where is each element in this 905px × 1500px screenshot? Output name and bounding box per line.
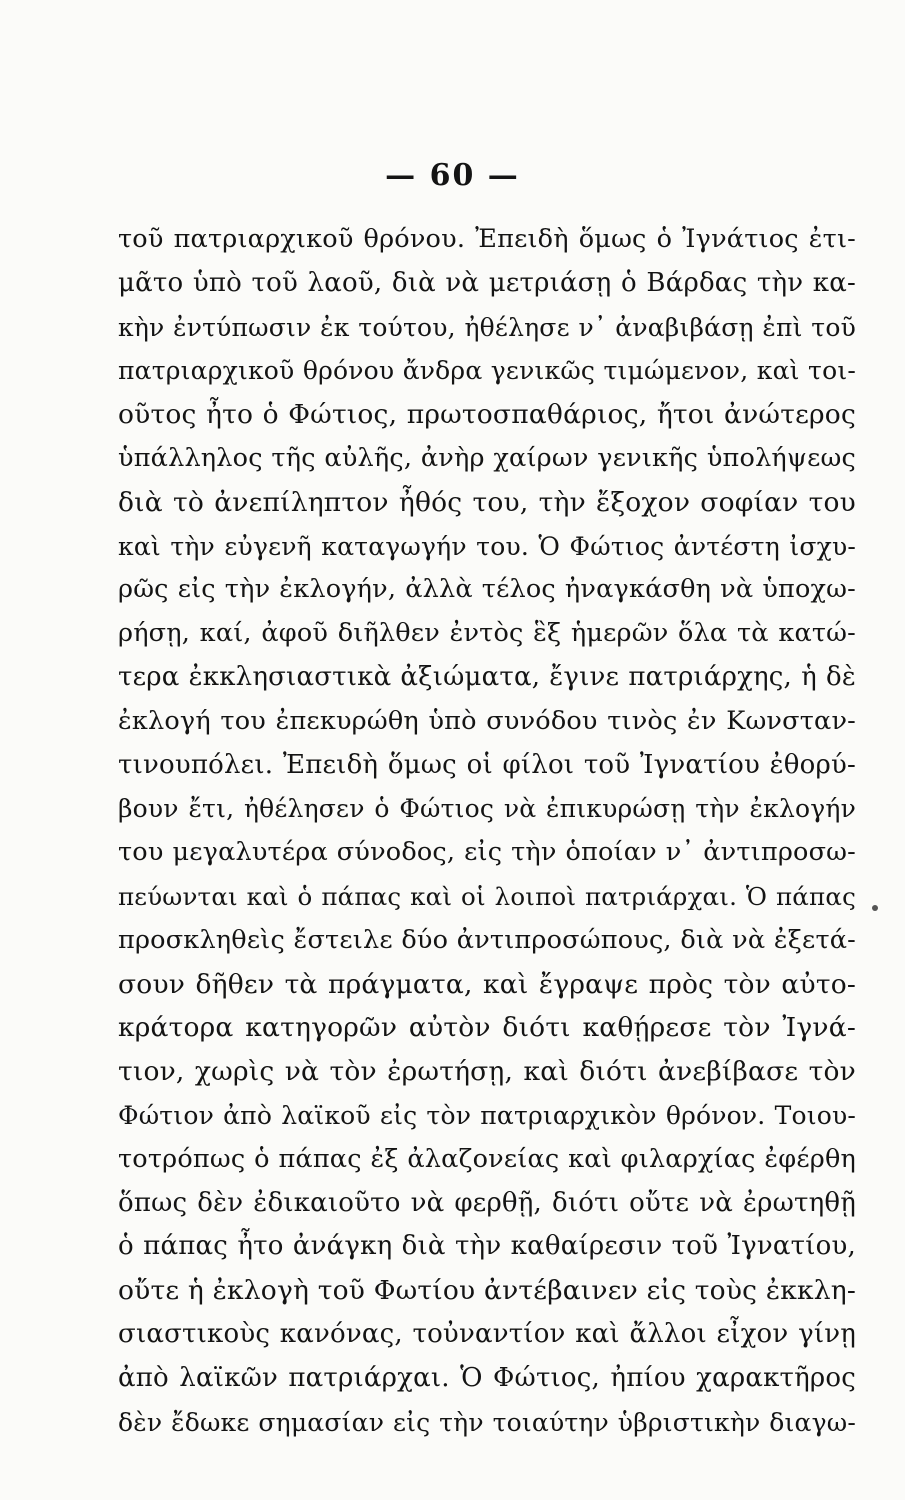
- text-line: βουν ἔτι, ἠθέλησεν ὁ Φώτιος νὰ ἐπικυρώσῃ τὴν ἐκλογήν: [118, 794, 856, 824]
- text-line: σιαστικοὺς κανόνας, τοὐναντίον καὶ ἄλλοι εἶχον γίνῃ: [118, 1318, 856, 1349]
- text-line: δὲν ἔδωκε σημασίαν εἰς τὴν τοιαύτην ὑβριστικὴν διαγω-: [118, 1407, 856, 1437]
- text-line: Φώτιον ἀπὸ λαϊκοῦ εἰς τὸν πατριαρχικὸν θρόνον. Τοιου-: [118, 1100, 856, 1130]
- text-line: ὅπως δὲν ἐδικαιοῦτο νὰ φερθῇ, διότι οὔτε νὰ ἐρωτηθῇ: [118, 1187, 856, 1218]
- text-line: πατριαρχικοῦ θρόνου ἄνδρα γενικῶς τιμώμενον, καὶ τοι-: [118, 356, 856, 386]
- text-line: ρῶς εἰς τὴν ἐκλογήν, ἀλλὰ τέλος ἠναγκάσθη νὰ ὑποχω-: [118, 574, 856, 605]
- text-line: οῦτος ἦτο ὁ Φώτιος, πρωτοσπαθάριος, ἤτοι ἀνώτερος: [118, 399, 856, 431]
- text-line: προσκληθεὶς ἔστειλε δύο ἀντιπροσώπους, διὰ νὰ ἐξετά-: [118, 924, 856, 955]
- text-line: σουν δῆθεν τὰ πράγματα, καὶ ἔγραψε πρὸς τὸν αὐτο-: [118, 968, 856, 1000]
- page-number: — 60 —: [385, 158, 520, 193]
- text-line: τοῦ πατριαρχικοῦ θρόνου. Ἐπειδὴ ὅμως ὁ Ἰγνάτιος ἐτι-: [118, 224, 856, 254]
- text-line: ἐκλογή του ἐπεκυρώθη ὑπὸ συνόδου τινὸς ἐν Κωνσταν-: [118, 705, 856, 736]
- text-line: ὁ πάπας ἦτο ἀνάγκη διὰ τὴν καθαίρεσιν τοῦ Ἰγνατίου,: [118, 1231, 856, 1262]
- text-line: πεύωνται καὶ ὁ πάπας καὶ οἱ λοιποὶ πατριάρχαι. Ὁ πάπας: [118, 881, 856, 911]
- text-line: ὑπάλληλος τῆς αὐλῆς, ἀνὴρ χαίρων γενικῆς ὑπολήψεως: [118, 442, 856, 473]
- text-line: του μεγαλυτέρα σύνοδος, εἰς τὴν ὁποίαν ν᾽ ἀντιπροσω-: [118, 837, 856, 868]
- scan-speck: [872, 905, 878, 911]
- text-line: καὶ τὴν εὐγενῆ καταγωγήν του. Ὁ Φώτιος ἀντέστη ἰσχυ-: [118, 531, 856, 561]
- text-line: τιον, χωρὶς νὰ τὸν ἐρωτήσῃ, καὶ διότι ἀνεβίβασε τὸν: [118, 1056, 856, 1088]
- text-line: τερα ἐκκλησιαστικὰ ἀξιώματα, ἔγινε πατριάρχης, ἡ δὲ: [118, 661, 856, 692]
- text-line: διὰ τὸ ἀνεπίληπτον ἦθός του, τὴν ἔξοχον σοφίαν του: [118, 486, 856, 518]
- text-line: μᾶτο ὑπὸ τοῦ λαοῦ, διὰ νὰ μετριάσῃ ὁ Βάρδας τὴν κα-: [118, 267, 856, 298]
- text-line: τοτρόπως ὁ πάπας ἐξ ἀλαζονείας καὶ φιλαρχίας ἐφέρθη: [118, 1143, 856, 1174]
- text-line: ρήσῃ, καί, ἀφοῦ διῆλθεν ἐντὸς ἓξ ἡμερῶν ὅλα τὰ κατώ-: [118, 618, 856, 649]
- body-text: [118, 218, 856, 1444]
- text-line: ἀπὸ λαϊκῶν πατριάρχαι. Ὁ Φώτιος, ἠπίου χαρακτῆρος: [118, 1362, 856, 1393]
- text-line: κὴν ἐντύπωσιν ἐκ τούτου, ἠθέλησε ν᾽ ἀναβιβάσῃ ἐπὶ τοῦ: [118, 312, 856, 342]
- text-line: οὔτε ἡ ἐκλογὴ τοῦ Φωτίου ἀντέβαινεν εἰς τοὺς ἐκκλη-: [118, 1275, 856, 1307]
- text-line: κράτορα κατηγορῶν αὐτὸν διότι καθῄρεσε τὸν Ἰγνά-: [118, 1012, 856, 1044]
- text-line: τινουπόλει. Ἐπειδὴ ὅμως οἱ φίλοι τοῦ Ἰγνατίου ἐθορύ-: [118, 749, 856, 780]
